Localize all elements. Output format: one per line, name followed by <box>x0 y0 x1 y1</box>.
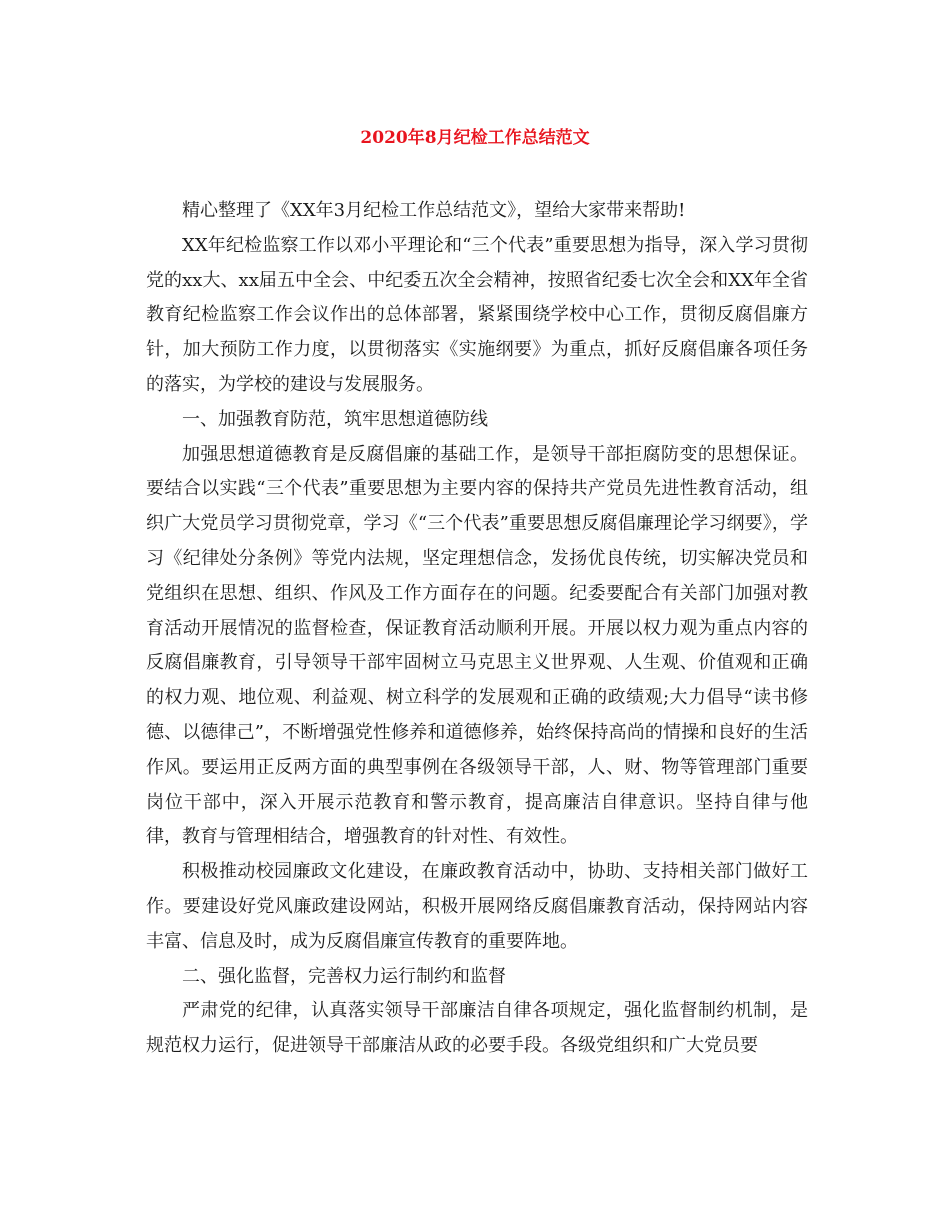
document-body <box>146 194 808 1064</box>
paragraph-overview: XX年纪检监察工作以邓小平理论和“三个代表”重要思想为指导，深入学习贯彻党的xx大、xx届五中全会、中纪委五次全会精神，按照省纪委七次全会和XX年全省教育纪检监察工作会议作出的总体部署，紧紧围绕学校中心工作，贯彻反腐倡廉方针，加大预防工作力度，以贯彻落实《实施纲要》为重点，抓好反腐倡廉各项任务的落实，为学校的建设与发展服务。 <box>146 234 808 395</box>
section-heading-2: 二、强化监督，完善权力运行制约和监督 <box>182 965 506 987</box>
paragraph-intro: 精心整理了《XX年3月纪检工作总结范文》，望给大家带来帮助! <box>182 200 686 221</box>
section-heading-1: 一、加强教育防范，筑牢思想道德防线 <box>182 408 488 430</box>
paragraph-education: 加强思想道德教育是反腐倡廉的基础工作，是领导干部拒腐防变的思想保证。要结合以实践“三个代表”重要思想为主要内容的保持共产党员先进性教育活动，组织广大党员学习贯彻党章，学习《“三个代表”重要思想反腐倡廉理论学习纲要》，学习《纪律处分条例》等党内法规，坚定理想信念，发扬优良传统，切实解决党员和党组织在思想、组织、作风及工作方面存在的问题。纪委要配合有关部门加强对教育活动开展情况的监督检查，保证教育活动顺利开展。开展以权力观为重点内容的反腐倡廉教育，引导领导干部牢固树立马克思主义世界观、人生观、价值观和正确的权力观、地位观、利益观、树立科学的发展观和正确的政绩观;大力倡导“读书修德、以德律己”，不断增强党性修养和道德修养，始终保持高尚的情操和良好的生活作风。要运用正反两方面的典型事例在各级领导干部，人、财、物等管理部门重要岗位干部中，深入开展示范教育和警示教育，提高廉洁自律意识。坚持自律与他律，教育与管理相结合，增强教育的针对性、有效性。 <box>146 443 808 848</box>
paragraph-supervision: 严肃党的纪律，认真落实领导干部廉洁自律各项规定，强化监督制约机制，是规范权力运行，促进领导干部廉洁从政的必要手段。各级党组织和广大党员要 <box>146 1000 808 1057</box>
document-title: 2020年8月纪检工作总结范文 <box>360 128 590 148</box>
paragraph-campus-culture: 积极推动校园廉政文化建设，在廉政教育活动中，协助、支持相关部门做好工作。要建设好党风廉政建设网站，积极开展网络反腐倡廉教育活动，保持网站内容丰富、信息及时，成为反腐倡廉宣传教育的重要阵地。 <box>146 861 808 952</box>
